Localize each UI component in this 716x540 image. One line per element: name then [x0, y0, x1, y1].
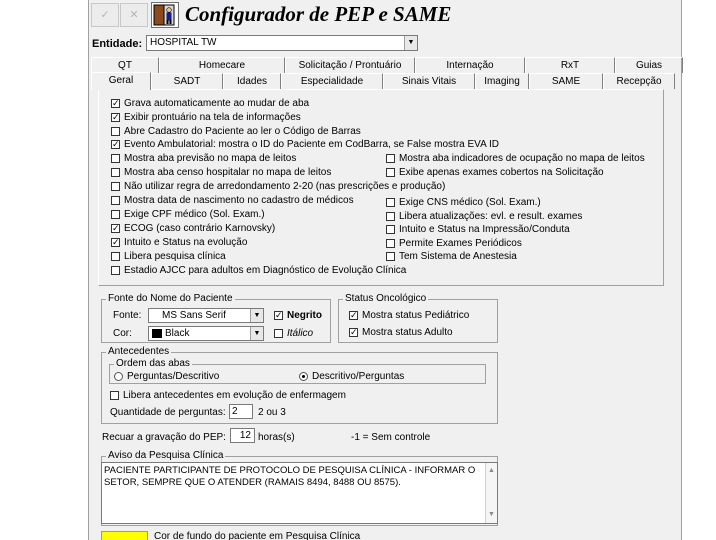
checkbox[interactable] [111, 266, 120, 275]
close-icon: ✕ [129, 9, 139, 21]
check-icon: ✓ [100, 9, 110, 21]
check-label: Exige CPF médico (Sol. Exam.) [124, 209, 265, 220]
radio-button[interactable] [299, 372, 308, 381]
check-label: Estadio AJCC para adultos em Diagnóstico de Evolução Clínica [124, 265, 407, 276]
fonte-group-label: Fonte do Nome do Paciente [108, 293, 233, 304]
checkbox[interactable] [386, 225, 395, 234]
check-abre-cadastro[interactable] [111, 125, 361, 138]
chevron-down-icon[interactable]: ▼ [250, 309, 263, 322]
check-label: Abre Cadastro do Paciente ao ler o Código de Barras [124, 126, 361, 137]
aviso-textarea[interactable] [101, 462, 498, 524]
check-sistema-anestesia[interactable] [386, 250, 517, 263]
cor-label: Cor: [113, 328, 132, 339]
checkbox[interactable]: ✓ [112, 237, 120, 247]
scrollbar[interactable] [485, 463, 497, 523]
toolbar [89, 0, 683, 30]
checkbox[interactable] [110, 391, 119, 400]
chevron-down-icon[interactable]: ▼ [404, 36, 417, 50]
check-exames-periodicos[interactable] [386, 237, 522, 250]
checkbox[interactable]: ✓ [112, 112, 120, 122]
check-label: Exige CNS médico (Sol. Exam.) [399, 197, 541, 208]
check-label: Exibe apenas exames cobertos na Solicitação [399, 167, 604, 178]
check-label: Mostra aba censo hospitalar no mapa de leitos [124, 167, 332, 178]
check-italico[interactable] [274, 327, 313, 340]
checkbox[interactable] [386, 168, 395, 177]
tab-same[interactable]: SAME [529, 73, 603, 89]
radio-label: Descritivo/Perguntas [312, 371, 405, 382]
check-grava-auto[interactable] [111, 97, 309, 110]
checkbox[interactable] [386, 154, 395, 163]
check-indicadores-ocupacao[interactable] [386, 152, 645, 165]
door-person-icon [151, 2, 179, 28]
checkbox[interactable] [111, 210, 120, 219]
cancel-button[interactable] [120, 3, 148, 27]
qtd-perguntas-input[interactable]: 2 [229, 404, 253, 419]
qtd-perguntas-hint: 2 ou 3 [258, 407, 286, 418]
checkbox[interactable] [111, 182, 120, 191]
scroll-down-icon[interactable]: ▼ [488, 511, 495, 518]
check-label: Evento Ambulatorial: mostra o ID do Paciente em CodBarra, se False mostra EVA ID [124, 139, 499, 150]
checkbox[interactable]: ✓ [112, 223, 120, 233]
check-label: Negrito [287, 310, 322, 321]
check-label: Itálico [287, 328, 314, 339]
check-aba-previsao[interactable] [111, 152, 296, 165]
check-intuito-impressao[interactable] [386, 223, 570, 236]
check-libera-antecedentes[interactable] [110, 389, 346, 402]
tab-sadt[interactable]: SADT [151, 73, 223, 89]
tab-geral[interactable]: Geral [91, 72, 151, 90]
recuo-label: Recuar a gravação do PEP: [102, 432, 226, 443]
app-title: Configurador de PEP e SAME [185, 2, 452, 26]
check-label: Libera antecedentes em evolução de enfermagem [123, 390, 346, 401]
cor-fundo-swatch[interactable] [101, 531, 148, 540]
tab-qt[interactable]: QT [91, 57, 159, 73]
status-onco-label: Status Oncológico [345, 293, 427, 304]
radio-descritivo-perguntas[interactable] [299, 370, 404, 383]
check-arredondamento[interactable] [111, 180, 445, 193]
check-ecog[interactable] [111, 222, 275, 235]
check-label: Mostra data de nascimento no cadastro de médicos [124, 195, 354, 206]
check-data-nascimento[interactable] [111, 194, 354, 207]
tab-solicitacao-prontuario[interactable]: Solicitação / Prontuário [285, 57, 415, 73]
check-status-adulto[interactable] [349, 326, 453, 339]
entidade-value: HOSPITAL TW [150, 37, 217, 48]
checkbox[interactable] [386, 198, 395, 207]
antecedentes-label: Antecedentes [108, 346, 170, 357]
tab-idades[interactable]: Idades [223, 73, 281, 89]
entidade-select[interactable] [146, 35, 418, 51]
checkbox[interactable] [111, 252, 120, 261]
recuo-hint: -1 = Sem controle [351, 432, 431, 443]
fonte-value: MS Sans Serif [162, 310, 226, 321]
check-status-pediatrico[interactable] [349, 309, 469, 322]
tab-rxt[interactable]: RxT [525, 57, 615, 73]
radio-label: Perguntas/Descritivo [127, 371, 220, 382]
fonte-select[interactable] [148, 308, 264, 323]
checkbox[interactable] [111, 168, 120, 177]
check-libera-atualizacoes[interactable] [386, 210, 582, 223]
check-label: Tem Sistema de Anestesia [399, 251, 517, 262]
radio-perguntas-descritivo[interactable] [114, 370, 219, 383]
checkbox[interactable]: ✓ [350, 327, 358, 337]
qtd-perguntas-label: Quantidade de perguntas: [110, 407, 226, 418]
check-label: Mostra aba indicadores de ocupação no mapa de leitos [399, 153, 645, 164]
checkbox[interactable] [111, 154, 120, 163]
recuo-input[interactable]: 12 [230, 428, 255, 443]
fonte-label: Fonte: [113, 310, 142, 321]
check-label: Grava automaticamente ao mudar de aba [124, 98, 310, 109]
checkbox[interactable] [386, 252, 395, 261]
tab-internacao[interactable]: Internação [415, 57, 525, 73]
check-label: Permite Exames Periódicos [399, 238, 522, 249]
check-label: Mostra status Adulto [362, 327, 453, 338]
check-label: ECOG (caso contrário Karnovsky) [124, 223, 276, 234]
config-window [88, 0, 682, 540]
checkbox[interactable] [386, 212, 395, 221]
tab-guias[interactable]: Guias [615, 57, 683, 73]
checkbox[interactable]: ✓ [275, 310, 283, 320]
check-libera-pesquisa[interactable] [111, 250, 226, 263]
check-exige-cpf[interactable] [111, 208, 265, 221]
aviso-text: PACIENTE PARTICIPANTE DE PROTOCOLO DE PESQUISA CLÍNICA - INFORMAR O SETOR, SEMPRE QUE O ATENDER (RAMAIS 8494, 8488 OU 8575). [104, 465, 476, 488]
check-exibir-prontuario[interactable] [111, 111, 301, 124]
radio-button[interactable] [114, 372, 123, 381]
chevron-down-icon[interactable]: ▼ [250, 327, 263, 340]
ordem-abas-label: Ordem das abas [116, 358, 190, 369]
checkbox[interactable] [274, 329, 283, 338]
tab-recepcao[interactable]: Recepção [603, 73, 675, 89]
entidade-label: Entidade: [92, 38, 143, 50]
confirm-button[interactable] [91, 3, 119, 27]
cor-value: Black [165, 328, 190, 339]
check-negrito[interactable] [274, 309, 322, 322]
checkbox[interactable]: ✓ [112, 139, 120, 149]
check-evento-ambulatorial[interactable] [111, 138, 499, 151]
checkbox[interactable] [111, 127, 120, 136]
check-label: Mostra status Pediátrico [362, 310, 470, 321]
tab-sinais-vitais[interactable]: Sinais Vitais [383, 73, 475, 89]
check-exige-cns[interactable] [386, 196, 541, 209]
checkbox[interactable]: ✓ [350, 310, 358, 320]
checkbox[interactable] [111, 196, 120, 205]
recuo-unit: horas(s) [258, 432, 295, 443]
check-label: Libera atualizações: evl. e result. exames [399, 211, 583, 222]
tab-imaging[interactable]: Imaging [475, 73, 529, 89]
check-exames-cobertos[interactable] [386, 166, 604, 179]
check-label: Intuito e Status na Impressão/Conduta [399, 224, 570, 235]
color-swatch [152, 329, 162, 338]
aviso-group-label: Aviso da Pesquisa Clínica [108, 450, 224, 461]
scroll-up-icon[interactable]: ▲ [488, 467, 495, 474]
check-aba-censo[interactable] [111, 166, 331, 179]
check-label: Não utilizar regra de arredondamento 2-20 (nas prescrições e produção) [124, 181, 446, 192]
check-label: Mostra aba previsão no mapa de leitos [124, 153, 297, 164]
tab-especialidade[interactable]: Especialidade [281, 73, 383, 89]
checkbox[interactable] [386, 239, 395, 248]
check-label: Exibir prontuário na tela de informações [124, 112, 301, 123]
cor-fundo-label: Cor de fundo do paciente em Pesquisa Clínica [154, 531, 361, 540]
check-label: Intuito e Status na evolução [124, 237, 248, 248]
check-intuito-status-evolucao[interactable] [111, 236, 247, 249]
checkbox[interactable]: ✓ [112, 98, 120, 108]
check-estadio-ajcc[interactable] [111, 264, 406, 277]
check-label: Libera pesquisa clínica [124, 251, 226, 262]
tab-homecare[interactable]: Homecare [159, 57, 285, 73]
cor-select[interactable] [148, 326, 264, 341]
